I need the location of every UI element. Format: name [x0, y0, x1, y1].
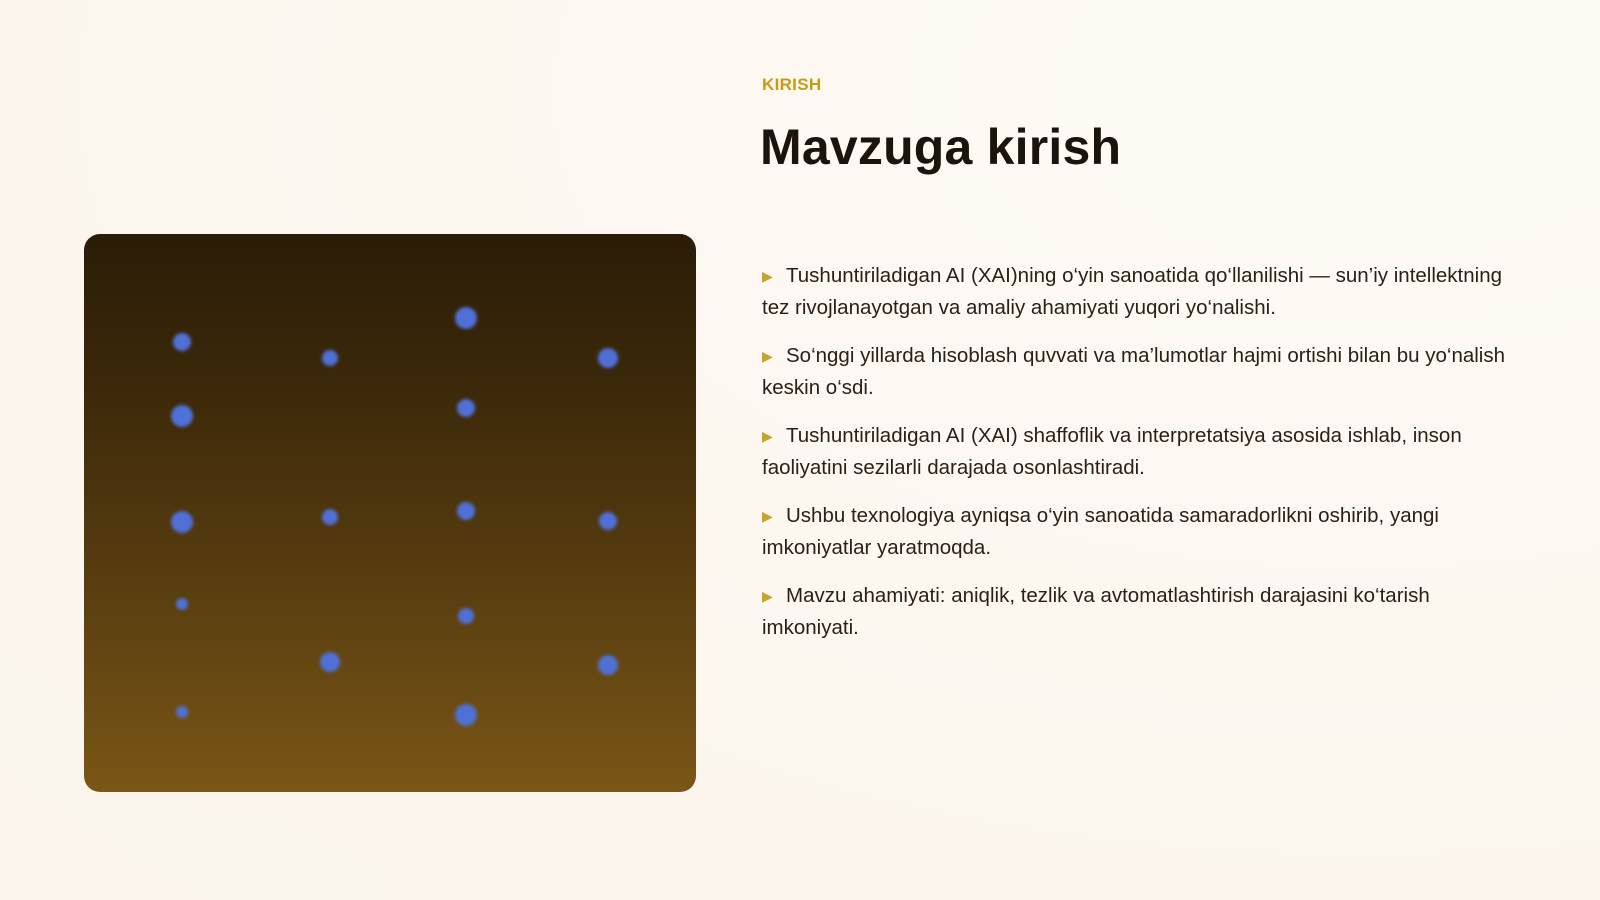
- glow-dot: [171, 405, 193, 427]
- bullet-text: So‘nggi yillarda hisoblash quvvati va ma’lumotlar hajmi ortishi bilan bu yo‘nalish keskin o‘sdi.: [762, 344, 1506, 399]
- list-item: [762, 580, 1522, 643]
- glow-dot: [320, 652, 340, 672]
- glow-dot: [455, 307, 477, 329]
- triangle-right-icon: ▶: [762, 268, 773, 284]
- bullet-text: Mavzu ahamiyati: aniqlik, tezlik va avtomatlashtirish darajasini ko‘tarish imkoniyati.: [762, 584, 1430, 639]
- glow-dot: [176, 598, 188, 610]
- glow-dot: [457, 399, 475, 417]
- glow-dot: [598, 348, 618, 368]
- glow-dot: [322, 350, 338, 366]
- triangle-right-icon: ▶: [762, 588, 773, 604]
- bullet-text: Ushbu texnologiya ayniqsa o‘yin sanoatida samaradorlikni oshirib, yangi imkoniyatlar yaratmoqda.: [762, 504, 1439, 559]
- bullet-text: Tushuntiriladigan AI (XAI)ning o‘yin sanoatida qo‘llanilishi — sun’iy intellektning tez rivojlanayotgan va amaliy ahamiyati yuqori yo‘nalishi.: [762, 264, 1502, 319]
- section-label: KIRISH: [762, 75, 822, 94]
- dot-grid-graphic: [84, 234, 696, 792]
- bullet-list: [762, 260, 1522, 660]
- list-item: [762, 340, 1522, 403]
- glow-dot: [598, 655, 618, 675]
- triangle-right-icon: ▶: [762, 508, 773, 524]
- glow-dot: [599, 512, 617, 530]
- page-title: Mavzuga kirish: [760, 119, 1122, 175]
- glow-dot: [176, 706, 188, 718]
- glow-dot: [173, 333, 191, 351]
- glow-dot: [458, 608, 474, 624]
- glow-dot: [171, 511, 193, 533]
- list-item: [762, 420, 1522, 483]
- list-item: [762, 260, 1522, 323]
- bullet-text: Tushuntiriladigan AI (XAI) shaffoflik va interpretatsiya asosida ishlab, inson faoliyatini sezilarli darajada osonlashtiradi.: [762, 424, 1462, 479]
- triangle-right-icon: ▶: [762, 348, 773, 364]
- neural-network-illustration: [84, 234, 696, 792]
- glow-dot: [455, 704, 477, 726]
- triangle-right-icon: ▶: [762, 428, 773, 444]
- list-item: [762, 500, 1522, 563]
- glow-dot: [457, 502, 475, 520]
- glow-dot: [322, 509, 338, 525]
